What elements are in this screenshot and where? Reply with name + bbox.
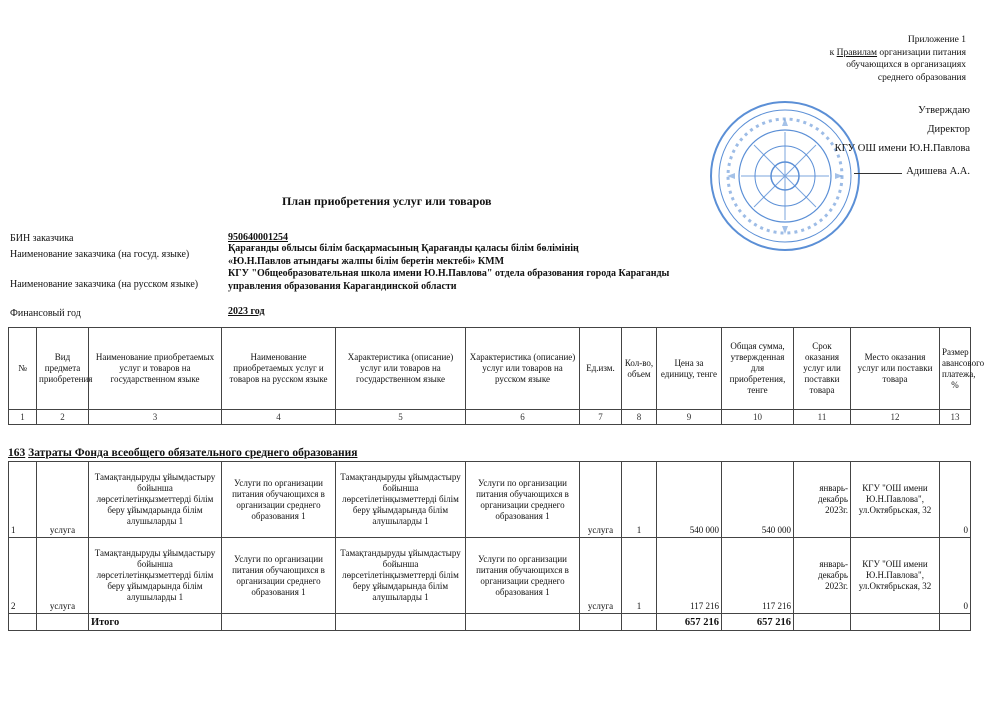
name-kz-value bbox=[228, 243, 579, 268]
name-ru-value bbox=[228, 268, 669, 293]
row-type: услуга bbox=[37, 538, 89, 614]
row-number: 2 bbox=[9, 538, 37, 614]
column-number: 13 bbox=[940, 410, 971, 425]
section-title: Затраты Фонда всеобщего обязательного среднего образования bbox=[28, 447, 358, 459]
total-empty bbox=[851, 614, 940, 631]
page-title: План приобретения услуг или товаров bbox=[282, 194, 492, 208]
header-cell: Наименование приобретаемых услуг и товаров на русском языке bbox=[222, 328, 336, 410]
row-place: КГУ "ОШ имени Ю.Н.Павлова", ул.Октябрьская, 32 bbox=[851, 538, 940, 614]
column-number: 11 bbox=[794, 410, 851, 425]
plan-table-body bbox=[8, 461, 971, 631]
year-text: 2023 год bbox=[228, 306, 265, 317]
column-number: 7 bbox=[580, 410, 622, 425]
approval-block bbox=[730, 101, 970, 181]
director-name: Адишева А.А. bbox=[906, 166, 970, 177]
column-number: 12 bbox=[851, 410, 940, 425]
total-label: Итого bbox=[89, 614, 222, 631]
row-unit: услуга bbox=[580, 538, 622, 614]
signature-line bbox=[730, 162, 970, 181]
header-cell: Ед.изм. bbox=[580, 328, 622, 410]
row-desc-ru: Услуги по организации питания обучающихся в организации среднего образования 1 bbox=[466, 462, 580, 538]
header-cell: Общая сумма, утвержденная для приобретения, тенге bbox=[722, 328, 794, 410]
appendix-line4: среднего образования bbox=[877, 72, 966, 83]
row-qty: 1 bbox=[622, 462, 657, 538]
row-total: 540 000 bbox=[722, 462, 794, 538]
total-empty bbox=[940, 614, 971, 631]
row-name-ru: Услуги по организации питания обучающихся в организации среднего образования 1 bbox=[222, 538, 336, 614]
approve-label: Утверждаю bbox=[918, 105, 970, 116]
column-number: 4 bbox=[222, 410, 336, 425]
header-cell: Характеристика (описание) услуг или товаров на русском языке bbox=[466, 328, 580, 410]
row-term: январь-декабрь 2023г. bbox=[794, 462, 851, 538]
header-cell: Срок оказания услуг или поставки товара bbox=[794, 328, 851, 410]
total-empty bbox=[37, 614, 89, 631]
total-empty bbox=[622, 614, 657, 631]
total-empty bbox=[336, 614, 466, 631]
header-cell: Цена за единицу, тенге bbox=[657, 328, 722, 410]
appendix-note bbox=[706, 34, 966, 84]
row-advance: 0 bbox=[940, 538, 971, 614]
table-row bbox=[9, 462, 971, 538]
column-number-row bbox=[9, 410, 971, 425]
appendix-suffix: организации питания bbox=[877, 47, 966, 58]
column-number: 2 bbox=[37, 410, 89, 425]
director-label: Директор bbox=[927, 124, 970, 135]
table-header-row bbox=[9, 328, 971, 410]
row-desc-kz: Тамақтандыруды ұйымдастыру бойынша лөрсетілетінқызметтерді білім беру ұйымдарында білім алушыларды 1 bbox=[336, 462, 466, 538]
header-cell: Вид предмета приобретения bbox=[37, 328, 89, 410]
total-empty bbox=[9, 614, 37, 631]
header-cell: № bbox=[9, 328, 37, 410]
row-total: 117 216 bbox=[722, 538, 794, 614]
row-desc-ru: Услуги по организации питания обучающихся в организации среднего образования 1 bbox=[466, 538, 580, 614]
appendix-line1: Приложение 1 bbox=[907, 35, 966, 45]
column-number: 1 bbox=[9, 410, 37, 425]
total-empty bbox=[466, 614, 580, 631]
column-number: 6 bbox=[466, 410, 580, 425]
column-number: 8 bbox=[622, 410, 657, 425]
org-label: КГУ ОШ имени Ю.Н.Павлова bbox=[834, 143, 970, 154]
column-number: 9 bbox=[657, 410, 722, 425]
row-price: 117 216 bbox=[657, 538, 722, 614]
total-empty bbox=[222, 614, 336, 631]
column-number: 3 bbox=[89, 410, 222, 425]
total-empty bbox=[794, 614, 851, 631]
appendix-prefix: к bbox=[829, 47, 837, 58]
header-cell: Наименование приобретаемых услуг и товаров на государственном языке bbox=[89, 328, 222, 410]
row-number: 1 bbox=[9, 462, 37, 538]
name-kz-label: Наименование заказчика (на госуд. языке) bbox=[10, 249, 190, 260]
column-number: 10 bbox=[722, 410, 794, 425]
row-desc-kz: Тамақтандыруды ұйымдастыру бойынша лөрсетілетінқызметтерді білім беру ұйымдарында білім алушыларды 1 bbox=[336, 538, 466, 614]
name-ru-line1: КГУ "Общеобразовательная школа имени Ю.Н.Павлова" отдела образования города Караганды bbox=[228, 268, 670, 279]
year-label: Финансовый год bbox=[10, 308, 81, 319]
row-qty: 1 bbox=[622, 538, 657, 614]
year-value bbox=[228, 306, 265, 319]
name-ru-line2: управления образования Карагандинской области bbox=[228, 280, 457, 292]
section-heading bbox=[8, 447, 357, 459]
header-cell: Размер авансового платежа, % bbox=[940, 328, 971, 410]
row-name-kz: Тамақтандыруды ұйымдастыру бойынша лөрсетілетінқызметтерді білім беру ұйымдарында білім алушыларды 1 bbox=[89, 462, 222, 538]
signature-underline bbox=[854, 163, 902, 174]
row-term: январь-декабрь 2023г. bbox=[794, 538, 851, 614]
total-row bbox=[9, 614, 971, 631]
table-row bbox=[9, 538, 971, 614]
header-cell: Характеристика (описание) услуг или товаров на государственном языке bbox=[336, 328, 466, 410]
name-ru-label: Наименование заказчика (на русском языке) bbox=[10, 279, 199, 290]
rules-link[interactable]: Правилам bbox=[836, 47, 878, 58]
name-kz-line2: «Ю.Н.Павлов атындағы жалпы білім беретін мектебі» КММ bbox=[228, 255, 505, 267]
column-number: 5 bbox=[336, 410, 466, 425]
row-type: услуга bbox=[37, 462, 89, 538]
row-place: КГУ "ОШ имени Ю.Н.Павлова", ул.Октябрьская, 32 bbox=[851, 462, 940, 538]
appendix-line3: обучающихся в организациях bbox=[846, 60, 966, 70]
plan-table bbox=[8, 327, 985, 425]
header-cell: Кол-во, объем bbox=[622, 328, 657, 410]
row-advance: 0 bbox=[940, 462, 971, 538]
total-sum: 657 216 bbox=[722, 614, 794, 631]
section-code: 163 bbox=[8, 447, 26, 459]
bin-number: 950640001254 bbox=[228, 232, 288, 243]
row-price: 540 000 bbox=[657, 462, 722, 538]
row-unit: услуга bbox=[580, 462, 622, 538]
row-name-ru: Услуги по организации питания обучающихся в организации среднего образования 1 bbox=[222, 462, 336, 538]
header-cell: Место оказания услуг или поставки товара bbox=[851, 328, 940, 410]
total-price: 657 216 bbox=[657, 614, 722, 631]
bin-label: БИН заказчика bbox=[10, 233, 74, 244]
name-kz-line1: Қарағанды облысы білім басқармасының Қарағанды қаласы білім бөлімінің bbox=[228, 243, 579, 254]
total-empty bbox=[580, 614, 622, 631]
appendix-line2 bbox=[706, 47, 966, 60]
row-name-kz: Тамақтандыруды ұйымдастыру бойынша лөрсетілетінқызметтерді білім беру ұйымдарында білім алушыларды 1 bbox=[89, 538, 222, 614]
